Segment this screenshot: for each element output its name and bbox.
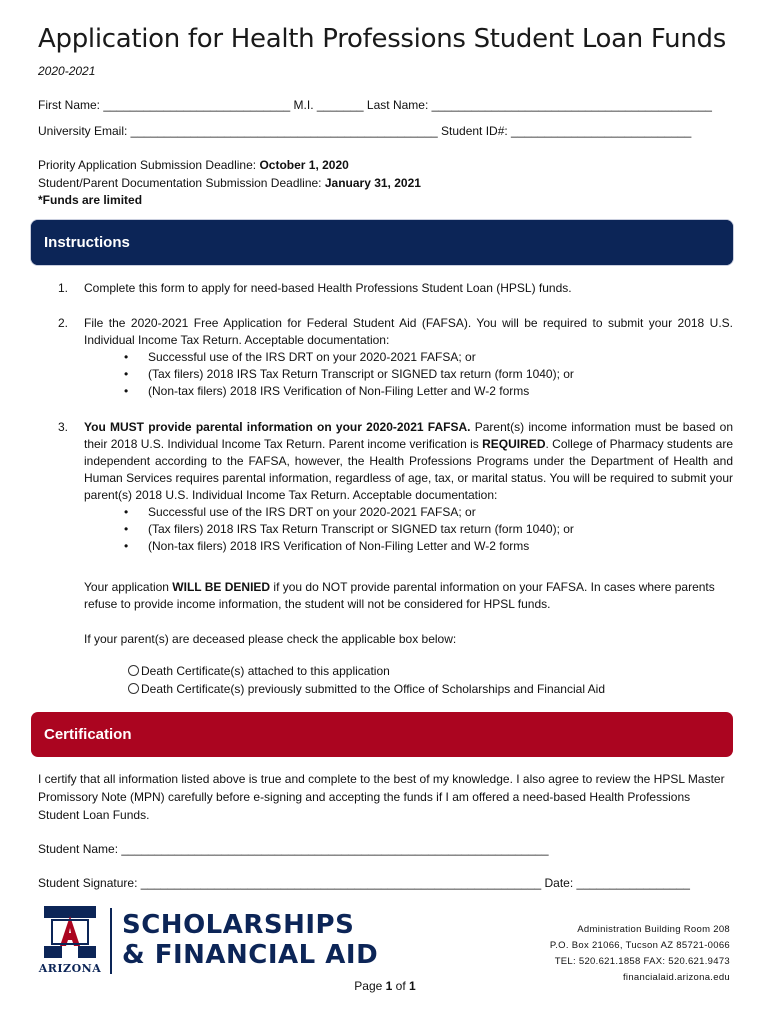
bullet-item: • (Non-tax filers) 2018 IRS Verification of Non-Filing Letter and W-2 forms [148,383,733,400]
instruction-item-2 [58,315,733,400]
address-line-1: Administration Building Room 208 [577,924,730,935]
priority-deadline-label: Priority Application Submission Deadline: [38,158,260,172]
deceased-prompt: If your parent(s) are deceased please check the applicable box below: [84,632,457,646]
item-text: File the 2020-2021 Free Application for Federal Student Aid (FAFSA). You will be required to submit your 2018 U.S. Individual Income Tax Return. Acceptable documentation: [84,316,733,347]
logo-line-1: SCHOLARSHIPS [122,910,355,940]
instructions-banner [31,220,733,265]
item-number: 3. [58,420,69,434]
instruction-item-1 [58,280,733,297]
instruction-item-3 [58,419,733,555]
denied-bold: WILL BE DENIED [172,580,271,594]
bullet-item: • (Tax filers) 2018 IRS Tax Return Transcript or SIGNED tax return (form 1040); or [148,366,733,383]
certification-banner [31,712,733,757]
funds-limited-note: *Funds are limited [38,193,143,207]
death-cert-submitted-option[interactable] [128,681,605,698]
email-id-fields-line[interactable]: University Email: ______________________________________________ Student ID#: ___________________________ [38,124,692,138]
option-label: Death Certificate(s) attached to this application [141,664,390,678]
docs-deadline [38,176,421,190]
option-label: Death Certificate(s) previously submitted to the Office of Scholarships and Financial Aid [141,682,606,696]
logo-divider [110,908,112,974]
arizona-a-icon [38,906,102,964]
arizona-wordmark: ARIZONA [38,962,102,975]
certification-heading: Certification [44,726,132,743]
bullet-item: • Successful use of the IRS DRT on your 2020-2021 FAFSA; or [148,504,733,521]
phone-fax: TEL: 520.621.1858 FAX: 520.621.9473 [554,956,730,967]
item-3-bold: You MUST provide parental information on your 2020-2021 FAFSA. [84,420,471,434]
priority-deadline [38,158,349,172]
website-link[interactable]: financialaid.arizona.edu [622,972,730,983]
student-name-line[interactable]: Student Name: ________________________________________________________________ [38,842,549,856]
bullet-item: • Successful use of the IRS DRT on your 2020-2021 FAFSA; or [148,349,733,366]
item-number: 2. [58,316,69,330]
name-fields-line[interactable]: First Name: ____________________________ M.I. _______ Last Name: __________________________________________ [38,98,712,112]
scholarships-logo [38,906,378,980]
page-title: Application for Health Professions Student Loan Funds [38,24,726,54]
denied-warning: Your application WILL BE DENIED if you do NOT provide parental information on your FAFSA. In cases where parents refuse to provide income information, the student will not be considered for HPSL funds. [84,580,715,611]
certification-text: I certify that all information listed above is true and complete to the best of my knowledge. I also agree to review the HPSL Master Promissory Note (MPN) carefully before e-signing and accepting the funds if I am offered a need-based Health Professions Student Loan Funds. [38,772,725,822]
bullet-item: • (Tax filers) 2018 IRS Tax Return Transcript or SIGNED tax return (form 1040); or [148,521,733,538]
academic-year: 2020-2021 [38,64,96,78]
item-3-bullets [58,504,733,555]
item-number: 1. [58,281,69,295]
contact-info [550,922,730,986]
docs-deadline-label: Student/Parent Documentation Submission Deadline: [38,176,325,190]
student-signature-line[interactable]: Student Signature: ____________________________________________________________ Date: _________________ [38,876,690,890]
logo-line-2: & FINANCIAL AID [122,940,379,970]
page-number: Page 1 of 1 [354,979,416,993]
item-text: You MUST provide parental information on your 2020-2021 FAFSA. Parent(s) income information must be based on their 2018 U.S. Individual Income Tax Return. Parent income verification is REQUIRED. College of Pharmacy students are independent according to the FAFSA, however, the Health Professions Programs under the Department of Health and Human Services requires parental information, regardless of age, tax, or marital status. You will be required to submit your parent(s) 2018 U.S. Individual Income Tax Return. Acceptable documentation: [84,420,733,502]
radio-button[interactable] [128,665,139,676]
item-text: Complete this form to apply for need-based Health Professions Student Loan (HPSL) funds. [84,281,572,295]
priority-deadline-date: October 1, 2020 [259,158,349,172]
address-line-2: P.O. Box 21066, Tucson AZ 85721-0066 [549,940,730,951]
instructions-heading: Instructions [44,234,130,251]
bullet-item: • (Non-tax filers) 2018 IRS Verification of Non-Filing Letter and W-2 forms [148,538,733,555]
required-word: REQUIRED [482,437,546,451]
docs-deadline-date: January 31, 2021 [324,176,421,190]
item-2-bullets [58,349,733,400]
death-cert-attached-option[interactable] [128,663,390,680]
radio-button[interactable] [128,683,139,694]
